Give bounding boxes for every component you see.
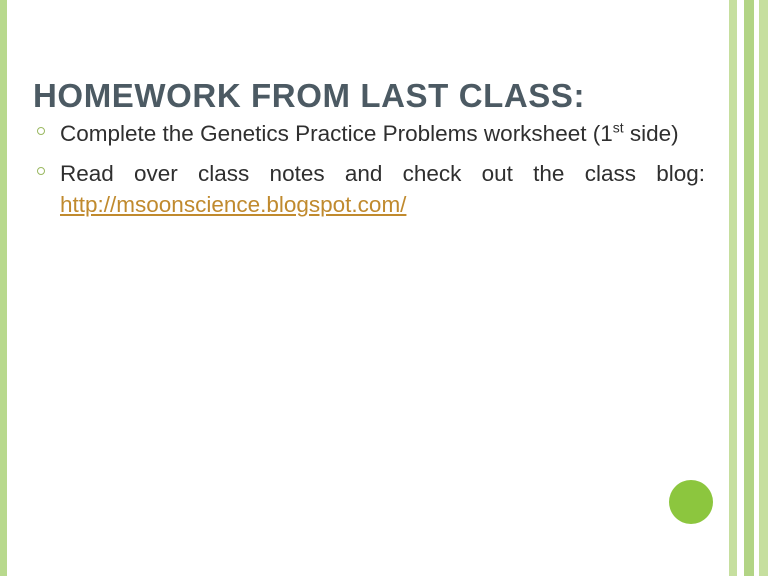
right-decorative-bands [722, 0, 768, 576]
bullet-text-1b: side) [623, 121, 679, 146]
bullet-circle-icon [37, 167, 45, 175]
bullet-list [33, 118, 705, 229]
band-green-1 [729, 0, 737, 576]
list-item [33, 158, 705, 220]
band-green-3 [759, 0, 768, 576]
band-green-2 [744, 0, 754, 576]
slide-title: HOMEWORK FROM LAST CLASS: [33, 77, 586, 115]
band-white-2 [737, 0, 744, 576]
band-white-1 [722, 0, 729, 576]
bullet-circle-icon [37, 127, 45, 135]
green-dot-decoration [669, 480, 713, 524]
bullet-text-2: Read over class notes and check out the class blog: [60, 161, 705, 186]
ordinal-suffix: st [612, 119, 624, 136]
bullet-text-1a: Complete the Genetics Practice Problems worksheet (1 [60, 121, 613, 146]
blog-link[interactable]: http://msoonscience.blogspot.com/ [60, 192, 407, 217]
list-item [33, 118, 705, 149]
left-green-edge [0, 0, 7, 576]
